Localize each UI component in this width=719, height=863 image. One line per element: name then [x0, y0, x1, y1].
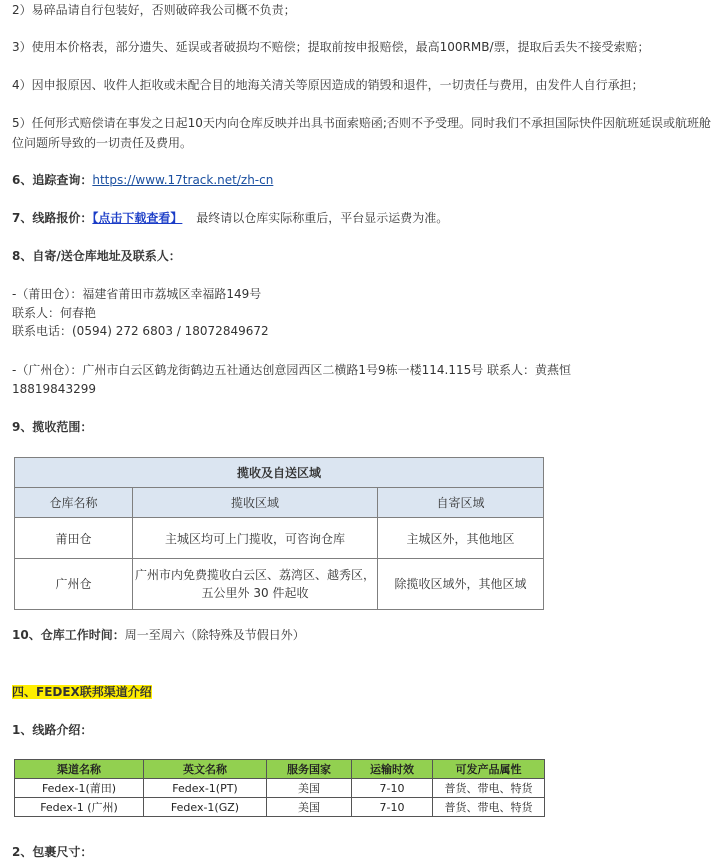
- table-cell: 除揽收区域外，其他区域: [378, 559, 544, 610]
- fedex-col-english: 英文名称: [144, 760, 267, 779]
- download-link[interactable]: 【点击下载查看】: [92, 211, 183, 225]
- route-heading: 1、线路介绍：: [12, 723, 93, 737]
- pickup-table-title: 揽收及自送区域: [15, 458, 544, 488]
- term-2: 2）易碎品请自行包装好，否则破碎我公司概不负责；: [12, 3, 296, 17]
- guangzhou-phone: 18819843299: [12, 382, 96, 396]
- table-row: [15, 798, 545, 817]
- table-row: [15, 518, 544, 559]
- tracking-link[interactable]: https://www.17track.net/zh-cn: [92, 173, 274, 187]
- fedex-col-product: 可发产品属性: [433, 760, 545, 779]
- table-cell: 广州市内免费揽收白云区、荔湾区、越秀区，五公里外 30 件起收: [133, 559, 378, 610]
- warehouse-heading: 8、自寄/送仓库地址及联系人：: [12, 249, 181, 263]
- fedex-col-country: 服务国家: [267, 760, 352, 779]
- table-cell: 美国: [267, 779, 352, 798]
- table-row: [15, 779, 545, 798]
- guangzhou-address: -（广州仓）：广州市白云区鹤龙街鹤边五社通达创意园西区二横路1号9栋一楼114.115号 联系人：黄燕恒: [12, 363, 572, 377]
- table-cell: Fedex-1(GZ): [144, 798, 267, 817]
- table-cell: 主城区外，其他地区: [378, 518, 544, 559]
- table-cell: Fedex-1(PT): [144, 779, 267, 798]
- table-cell: 莆田仓: [15, 518, 133, 559]
- hours-row: [12, 626, 305, 644]
- fedex-section-title-row: [12, 683, 152, 701]
- table-cell: 广州仓: [15, 559, 133, 610]
- pickup-col-area: 揽收区域: [133, 488, 378, 518]
- term-3: 3）使用本价格表，部分遗失、延误或者破损均不赔偿；提取前按申报赔偿，最高100RMB/票，提取后丢失不接受索赔；: [12, 40, 650, 54]
- pickup-heading: 9、揽收范围：: [12, 420, 93, 434]
- table-cell: 7-10: [352, 798, 433, 817]
- table-cell: 美国: [267, 798, 352, 817]
- size-heading: 2、包裹尺寸：: [12, 845, 93, 859]
- fedex-section-title: 四、FEDEX联邦渠道介绍: [12, 685, 152, 699]
- fedex-table: [14, 759, 545, 817]
- putian-phone: 联系电话：(0594) 272 6803 / 18072849672: [12, 324, 269, 338]
- pricing-note: 最终请以仓库实际称重后，平台显示运费为准。: [196, 211, 449, 225]
- table-cell: 普货、带电、特货: [433, 779, 545, 798]
- hours-label: 10、仓库工作时间：: [12, 628, 125, 642]
- tracking-label: 6、追踪查询：: [12, 173, 93, 187]
- table-cell: 主城区均可上门揽收，可咨询仓库: [133, 518, 378, 559]
- putian-address: -（莆田仓）：福建省莆田市荔城区幸福路149号: [12, 287, 262, 301]
- pickup-table: [14, 457, 544, 610]
- term-5: 5）任何形式赔偿请在事发之日起10天内向仓库反映并出具书面索赔函;否则不予受理。同时我们不承担国际快件因航班延误或航班舱位问题所导致的一切责任及费用。: [12, 116, 711, 150]
- hours-value: 周一至周六（除特殊及节假日外）: [124, 628, 305, 642]
- table-cell: 7-10: [352, 779, 433, 798]
- fedex-col-transit: 运输时效: [352, 760, 433, 779]
- pickup-col-self: 自寄区域: [378, 488, 544, 518]
- putian-contact: 联系人：何春艳: [12, 306, 97, 320]
- pricing-row: [12, 209, 448, 227]
- table-cell: 普货、带电、特货: [433, 798, 545, 817]
- pricing-label: 7、线路报价：: [12, 211, 93, 225]
- pickup-col-warehouse: 仓库名称: [15, 488, 133, 518]
- term-4: 4）因申报原因、收件人拒收或未配合目的地海关清关等原因造成的销毁和退件，一切责任与费用，由发件人自行承担；: [12, 78, 644, 92]
- table-row: [15, 559, 544, 610]
- table-cell: Fedex-1 (广州): [15, 798, 144, 817]
- fedex-col-channel: 渠道名称: [15, 760, 144, 779]
- table-cell: Fedex-1(莆田): [15, 779, 144, 798]
- tracking-row: [12, 171, 273, 189]
